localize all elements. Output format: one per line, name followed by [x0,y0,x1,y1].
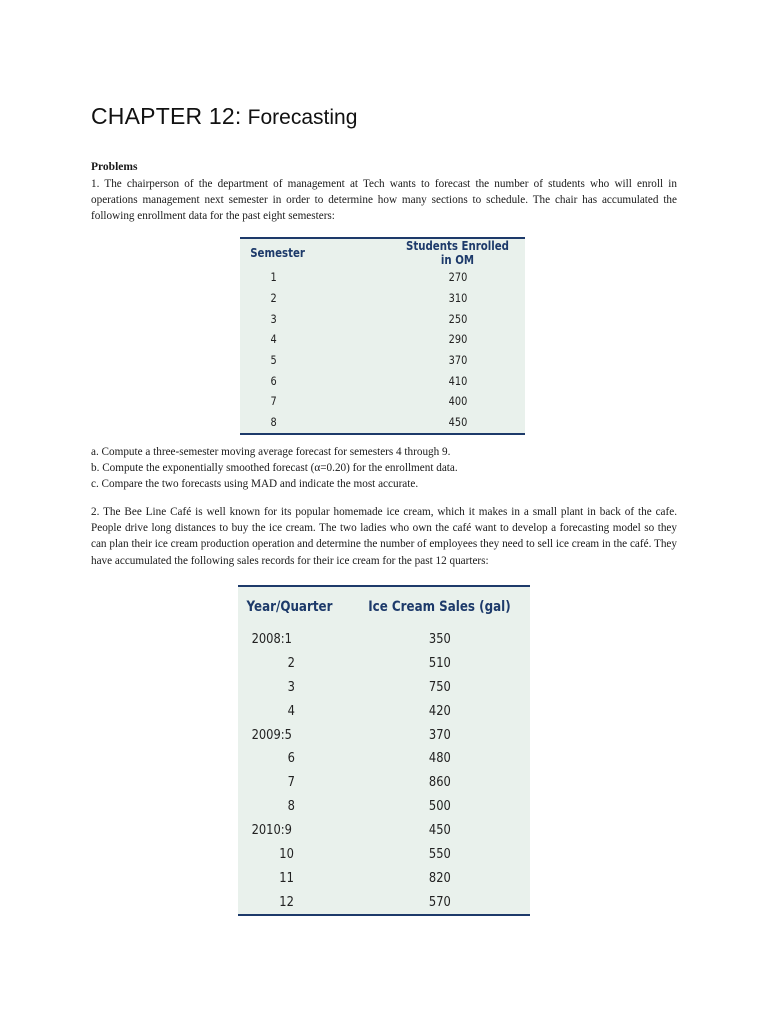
table-cell-period [238,723,349,747]
cell-text: 11 [279,869,294,886]
table-cell-value [349,842,530,866]
chapter-number: CHAPTER 12 [91,103,235,129]
cell-text: 290 [448,332,467,347]
cell-text: 2008:1 [251,630,292,647]
cell-text: 8 [287,798,295,815]
cell-text: 450 [428,822,451,839]
cell-text: 310 [448,291,467,306]
cell-text: 250 [448,311,467,326]
table-cell-value [349,723,530,747]
table-row [240,288,525,309]
cell-text: 12 [279,893,294,910]
table-header-row [240,238,525,267]
enrollment-table [240,237,525,435]
table-cell-period [240,391,390,412]
cell-text: 550 [428,845,451,862]
problem-1-questions [91,444,458,492]
cell-text: 350 [428,630,451,647]
cell-text: 10 [279,845,294,862]
question-a: a. Compute a three-semester moving average forecast for semesters 4 through 9. [91,446,451,458]
column-header-ice-cream-sales: Ice Cream Sales (gal) [368,599,511,615]
cell-text: 4 [270,332,277,347]
table-cell-period [238,699,349,723]
cell-text: 3 [287,678,295,695]
table-row [240,329,525,350]
cell-text: 450 [448,415,467,430]
cell-text: 420 [428,702,451,719]
table-cell-period [238,770,349,794]
chapter-title [91,103,357,130]
table-cell-period [238,746,349,770]
table-cell-period [238,675,349,699]
table-row [238,842,530,866]
table-cell-period [238,818,349,842]
cell-text: 2009:5 [251,726,292,743]
table-row [238,746,530,770]
column-header-students-enrolled: Students Enrolled in OM [406,239,509,267]
table-row [238,770,530,794]
column-header-year-quarter: Year/Quarter [246,599,333,615]
cell-text: 4 [287,702,295,719]
table-cell-value [390,267,525,288]
cell-text: 7 [270,394,277,409]
cell-text: 510 [428,654,451,671]
table-cell-value [349,794,530,818]
table-row [240,350,525,371]
question-b: b. Compute the exponentially smoothed forecast (α=0.20) for the enrollment data. [91,462,458,474]
table-row [240,370,525,391]
problem-2-text: 2. The Bee Line Café is well known for its popular homemade ice cream, which it makes in a small plant in back of the cafe. People drive long distances to buy the ice cream. The two ladies who own the café want to develop a forecasting model so they can plan their ice cream production operation and determine the number of employees they need to sell ice cream in the café. They have accumulated the following sales records for their ice cream for the past 12 quarters: [91,506,677,567]
enrollment-table-body [240,267,525,434]
table-row [238,866,530,890]
cell-text: 820 [428,869,451,886]
table-cell-period [240,288,390,309]
cell-text: 2 [287,654,295,671]
table-cell-period [238,842,349,866]
table-cell-value [349,651,530,675]
table-row [240,412,525,434]
table-cell-value [390,391,525,412]
cell-text: 480 [428,750,451,767]
table-row [238,699,530,723]
table-cell-value [390,308,525,329]
problem-1-text: 1. The chairperson of the department of management at Tech wants to forecast the number of students who will enroll in operations management next semester in order to determine how many sections to schedule. The chair has accumulated the following enrollment data for the past eight semesters: [91,178,677,223]
ice-cream-sales-table-body [238,627,530,915]
cell-text: 500 [428,798,451,815]
table-cell-period [238,651,349,675]
table-row [238,627,530,651]
table-row [240,308,525,329]
table-cell-value [390,288,525,309]
table-cell-period [238,866,349,890]
table-row [238,818,530,842]
chapter-topic: Forecasting [247,106,358,129]
table-row [240,267,525,288]
table-cell-period [238,627,349,651]
table-row [238,723,530,747]
cell-text: 6 [270,373,277,388]
table-cell-period [240,370,390,391]
table-row [240,391,525,412]
ice-cream-sales-table [238,585,530,916]
section-heading: Problems [91,161,138,173]
table-cell-period [240,267,390,288]
table-row [238,890,530,915]
question-c: c. Compare the two forecasts using MAD and indicate the most accurate. [91,478,419,490]
table-cell-period [238,794,349,818]
table-cell-period [238,890,349,915]
cell-text: 6 [287,750,295,767]
table-cell-value [390,412,525,434]
table-cell-value [349,675,530,699]
table-cell-value [349,818,530,842]
table-cell-period [240,329,390,350]
table-cell-value [349,770,530,794]
table-cell-period [240,412,390,434]
cell-text: 3 [270,311,277,326]
cell-text: 750 [428,678,451,695]
chapter-separator: : [234,103,248,129]
table-cell-value [390,329,525,350]
table-row [238,675,530,699]
cell-text: 1 [270,270,277,285]
table-cell-value [390,370,525,391]
table-header-row [238,586,530,627]
cell-text: 370 [448,353,467,368]
cell-text: 7 [287,774,295,791]
cell-text: 400 [448,394,467,409]
cell-text: 410 [448,373,467,388]
cell-text: 5 [270,353,277,368]
cell-text: 860 [428,774,451,791]
table-cell-value [349,866,530,890]
column-header-semester: Semester [250,246,305,260]
table-cell-value [349,627,530,651]
table-row [238,651,530,675]
table-cell-value [349,890,530,915]
cell-text: 2010:9 [251,822,292,839]
table-cell-value [390,350,525,371]
cell-text: 570 [428,893,451,910]
table-cell-period [240,350,390,371]
table-cell-period [240,308,390,329]
cell-text: 8 [270,415,277,430]
table-row [238,794,530,818]
cell-text: 2 [270,291,277,306]
cell-text: 370 [428,726,451,743]
table-cell-value [349,699,530,723]
cell-text: 270 [448,270,467,285]
table-cell-value [349,746,530,770]
